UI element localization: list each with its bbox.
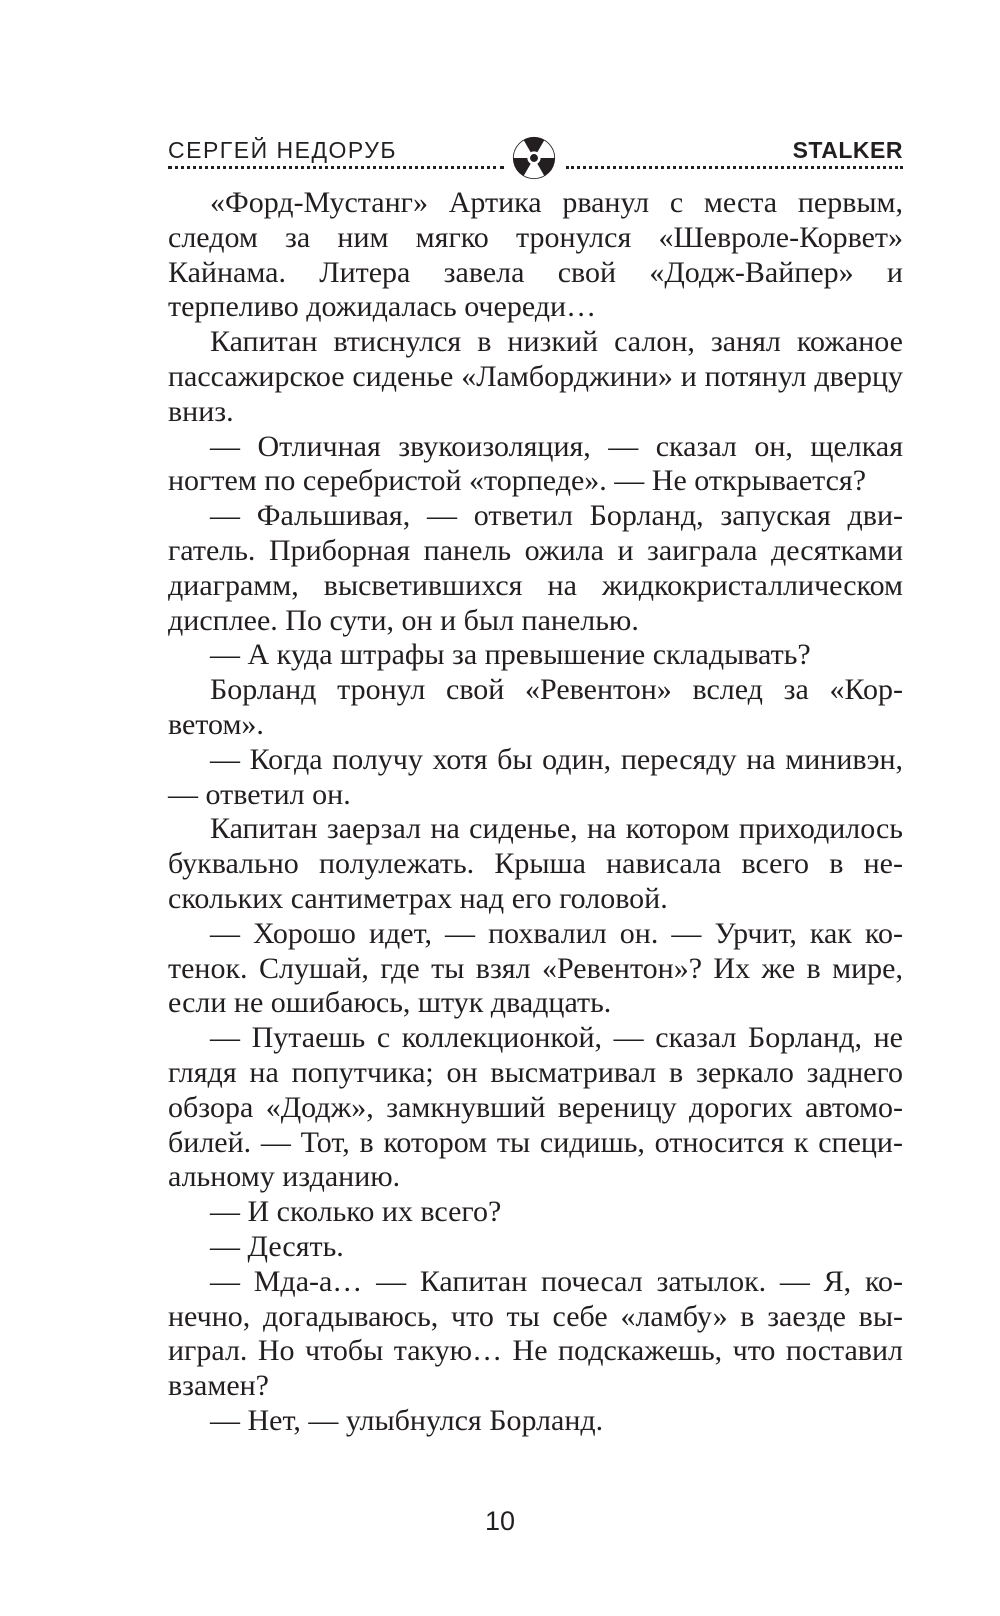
header-dotted-rule-left [168,166,504,169]
paragraph: — А куда штрафы за превышение складывать? [210,638,811,672]
paragraph: — Десять. [210,1229,344,1263]
radiation-icon [512,136,556,180]
header-author: СЕРГЕЙ НЕДОРУБ [168,137,397,163]
paragraph: — И сколько их всего? [210,1195,502,1229]
page-number: 10 [484,1506,516,1536]
paragraph: Капитан заерзал на сиденье, на котором приходилось буквально полулежать. Крыша нависала всего в нескольких сантиметрах над его головой. [168,812,903,915]
paragraph: — Мда-а… — Капитан почесал затылок. — Я, конечно, догадываюсь, что ты себе «ламбу» в заезде выиграл. Но чтобы такую… Не подскажешь, что поставил взамен? [168,1264,903,1403]
paragraph: — Путаешь с коллекционкой, — сказал Борланд, не глядя на попутчика; он высматривал в зеркало заднего обзора «Додж», замкнувший вереницу дорогих автомобилей. — Тот, в котором ты сидишь, относится к специальному изданию. [168,1021,903,1194]
paragraph: «Форд-Мустанг» Артика рванул с места первым, следом за ним мягко тронулся «Шевроле-Корвет» Кайнама. Литера завела свой «Додж-Вайпер» и терпеливо дожидалась очереди… [168,186,903,324]
paragraph: Капитан втиснулся в низкий салон, занял кожаное пассажирское сиденье «Ламборджини» и потянул дверцу вниз. [168,325,903,428]
paragraph: — Хорошо идет, — похвалил он. — Урчит, как котенок. Слушай, где ты взял «Ревентон»? Их же в мире, если не ошибаюсь, штук двадцать. [168,916,903,1020]
running-header [168,128,903,176]
paragraph: — Когда получу хотя бы один, пересяду на минивэн, — ответил он. [168,742,903,811]
header-series: STALKER [792,137,903,163]
paragraph: — Фальшивая, — ответил Борланд, запуская двигатель. Приборная панель ожила и заиграла десятками диаграмм, высветившихся на жидкокристаллическом дисплее. По сути, он и был панелью. [168,499,903,637]
body-text [168,186,903,1439]
header-dotted-rule-right [566,166,903,169]
paragraph: Борланд тронул свой «Ревентон» вслед за «Корветом». [168,673,903,741]
paragraph: — Отличная звукоизоляция, — сказал он, щелкая ногтем по серебристой «торпеде». — Не открывается? [168,429,903,498]
paragraph: — Нет, — улыбнулся Борланд. [210,1403,604,1437]
